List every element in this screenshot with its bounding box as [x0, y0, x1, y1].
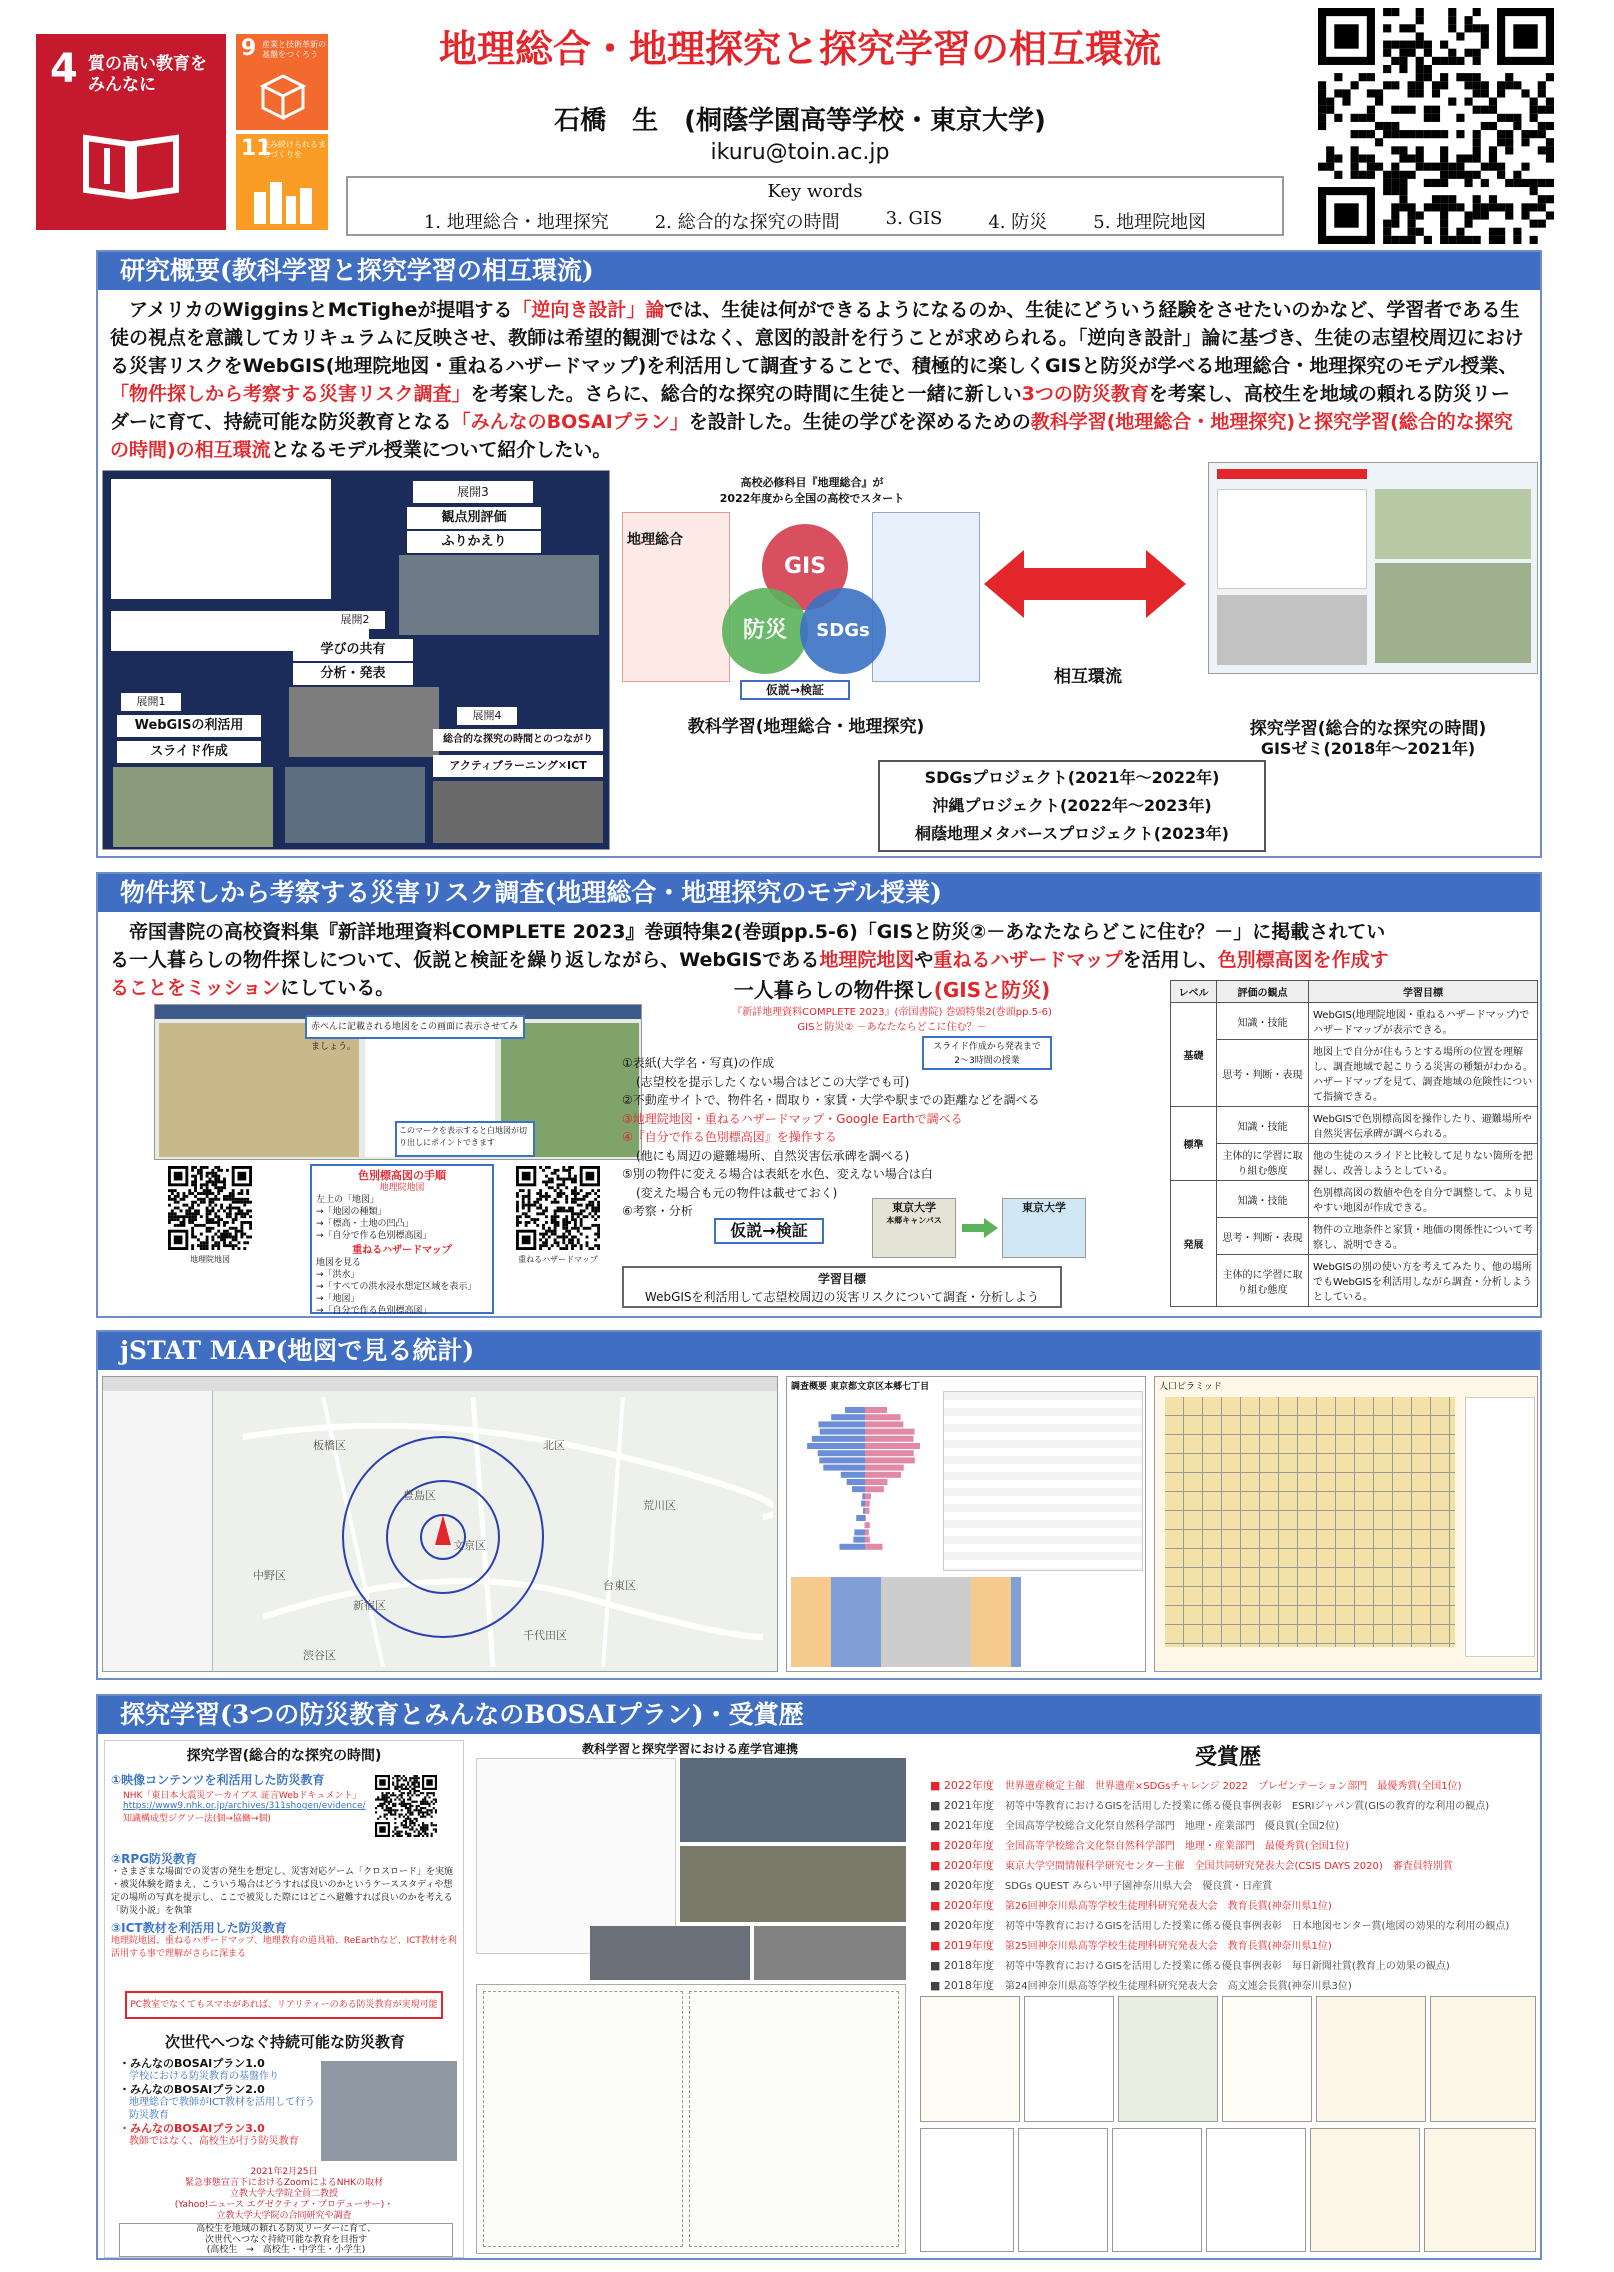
- sdg-goal-9-icon: 9 産業と技術革新の基盤をつくろう: [236, 34, 328, 130]
- learning-goal-box: 学習目標 WebGISを利活用して志望校周辺の災害リスクについて調査・分析しよう: [622, 1266, 1062, 1308]
- population-pyramid-chart: [791, 1407, 939, 1557]
- projects-box: SDGsプロジェクト(2021年〜2022年) 沖縄プロジェクト(2022年〜2023年) 桐蔭地理メタバースプロジェクト(2023年): [878, 760, 1266, 852]
- author: 石橋 生 (桐蔭学園高等学校・東京大学): [554, 106, 1046, 136]
- univ-slide-2: 東京大学: [1002, 1198, 1086, 1258]
- section-model-heading: 物件探しから考察する災害リスク調査(地理総合・地理探究のモデル授業): [98, 874, 1540, 912]
- label-inquiry-learning: 探究学習(総合的な探究の時間): [1249, 719, 1487, 739]
- city-icon: [250, 178, 316, 224]
- section-inquiry-awards: [96, 1694, 1542, 2260]
- award-item: ■ 2018年度 初等中等教育におけるGISを活用した授業に係る優良事例表彰 毎日新聞社賞(教育上の効果の観点): [930, 1959, 1450, 1972]
- awards-list: [930, 1776, 1536, 1996]
- label-gis-seminar: GISゼミ(2018年〜2021年): [1260, 739, 1476, 758]
- award-item: ■ 2019年度 第25回神奈川県高等学校生徒理科研究発表大会 教育長賞(神奈川県1位): [930, 1939, 1332, 1952]
- lesson-plan-panel: 展開3 観点別評価 ふりかえり 展開2 学びの共有 分析・発表 展開1 WebGISの利活用 スライド作成 展開4 総合的な探究の時間とのつながり アクティブラーニング✕ICT: [102, 470, 610, 850]
- univ-slide-1: 東京大学 本郷キャンパス: [872, 1198, 956, 1258]
- keyword-1: 1. 地理総合・地理探究: [423, 212, 609, 233]
- award-item: ■ 2020年度 全国高等学校総合文化祭自然科学部門 地理・産業部門 最優秀賞(全国1位): [930, 1839, 1350, 1852]
- photo-placeholder-2: [289, 687, 439, 757]
- award-item: ■ 2020年度 第26回神奈川県高等学校生徒理科研究発表大会 教育長賞(神奈川県1位): [930, 1899, 1332, 1912]
- qr-code-icon[interactable]: [1318, 8, 1554, 244]
- award-item: ■ 2020年度 初等中等教育におけるGISを活用した授業に係る優良事例表彰 日本地図センター賞(地図の効果的な利用の観点): [930, 1919, 1510, 1932]
- class-photo-3: [590, 1926, 750, 1980]
- class-photo-4: [754, 1926, 906, 1980]
- photo-placeholder: [399, 555, 599, 635]
- qr-code-icon[interactable]: [168, 1166, 252, 1250]
- map-canvas[interactable]: [223, 1397, 773, 1667]
- evaluation-table: レベル 評価の観点 学習目標 基礎 知識・技能 WebGIS(地理院地図・重ねるハザードマップ)でハザードマップが表示できる。 思考・判断・表現 地図上で自分が住もうとする場所の位置を理解し、調査地域で起こりうる災害の種類がわかる。ハザードマップを見て、調査地域の危険性について指摘できる。 標準 知識・技能 WebGISで色別標高図を操作したり、避難場所や自然災害伝承碑が調べられる。 主体的に学習に取り組む態度 他の生徒のスライドと比較して足りない箇所を把握し、改善しようとしている。 発展 知識・技能 色別標高図の数値や色を自分で調整して、より見やすい地図が作成できる。 思考・判断・表現 物件の立地条件と家賃・地価の関係性について考察し、説明できる。 主体的に学習に取り組む態度 WebGISの別の使い方を考えてみたり、他の場所でもWebGISを利活用しながら調査・分析しようとしている。: [1170, 980, 1538, 1307]
- population-table-image: 調査概要 東京都文京区本郷七丁目: [786, 1376, 1146, 1672]
- venn-diagram: 高校必修科目『地理総合』が 2022年度から全国の高校でスタート 地理総合 GIS 防災 SDGs 仮説→検証: [622, 474, 982, 700]
- section-overview-heading: 研究概要(教科学習と探究学習の相互環流): [98, 252, 1540, 290]
- sdg-goal-4-label: 質の高い教育を みんなに: [88, 54, 207, 96]
- model-lesson-text: 帝国書院の高校資料集『新詳地理資料COMPLETE 2023』巻頭特集2(巻頭pp.5-6)「GISと防災②－あなたならどこに住む？－」に掲載されている一人暮らしの物件探しについて、仮説と検証を繰り返しながら、WebGISである地理院地図や重ねるハザードマップを活用し、色別標高図を作成することをミッションにしている。: [110, 921, 1389, 999]
- cooperation-diagram: [476, 1758, 676, 1954]
- photo-placeholder-5: [285, 767, 425, 843]
- award-item: ■ 2020年度 SDGs QUEST みらい甲子園神奈川県大会 優良賞・日産賞: [930, 1879, 1273, 1892]
- award-item: ■ 2021年度 初等中等教育におけるGISを活用した授業に係る優良事例表彰 ESRIジャパン賞(GISの教育的な利用の観点): [930, 1799, 1490, 1812]
- section-jstat-heading: jSTAT MAP(地図で見る統計): [98, 1332, 1540, 1370]
- keyword-5: 5. 地理院地図: [1093, 212, 1207, 233]
- class-photo-1: [680, 1758, 906, 1842]
- venn-circle-gis: GIS: [762, 524, 848, 610]
- gis-seminar-poster-image: [1208, 462, 1538, 674]
- zoom-interview-photo: [321, 2061, 457, 2161]
- steps-box: 色別標高図の手順 地理院地図 左上の「地図」 →「地図の種類」 →「標高・土地の凹凸」 →「自分で作る色別標高図」 重ねるハザードマップ 地図を見る →「洪水」 →「すべての洪水浸水想定区域を表示」 →「地図」 →「自分で作る色別標高図」: [310, 1164, 494, 1314]
- poster-title: 地理総合・地理探究と探究学習の相互環流: [438, 27, 1161, 71]
- book-icon: [76, 130, 186, 200]
- keywords-box: [346, 176, 1284, 236]
- worksheet: 一人暮らしの物件探し(GISと防災) 『新詳地理資料COMPLETE 2023』(帝国書院) 巻頭特集2(巻頭pp.5-6) GISと防災② －あなたならどこに住む？－ スライド作成から発表まで 2〜3時間の授業 ①表紙(大学名・写真)の作成 (志望校を提示したくない場合はどこの大学でも可) ②不動産サイトで、物件名・間取り・家賃・大学や駅までの距離などを調べる ③地理院地図・重ねるハザードマップ・Google Earthで調べる ④『自分で作る色別標高図』を操作する (他にも周辺の避難場所、自然災害伝承碑を調べる) ⑤別の物件に変える場合は表紙を水色、変えない場合は白 (変えた場合も元の物件は載せておく) ⑥考察・分析 仮説→検証 東京大学 本郷キャンパス 東京大学 学習目標 WebGISを利活用して志望校周辺の災害リスクについて調査・分析しよう: [622, 974, 1162, 1310]
- double-arrow-icon: [984, 544, 1186, 624]
- section-jstat-map: [96, 1330, 1542, 1680]
- arrow-right-icon: [962, 1218, 998, 1238]
- section-overview: [96, 250, 1542, 858]
- worksheet-scans: [476, 1984, 906, 2254]
- lesson-plan-sheet: [111, 479, 331, 599]
- inquiry-left-panel: 探究学習(総合的な探究の時間) ①映像コンテンツを利活用した防災教育 NHK「東日本大震災アーカイブス 証言Webドキュメント」 https://www9.nhk.or.jp/archives/311shogen/evidence/ 知識構成型ジグソー法(個→協働→個) ②RPG防災教育 ・さまざまな場面での災害の発生を想定し、災害対応ゲーム「クロスロード」を実施 ・被災体験を踏まえ、こういう場合はどうすれば良いのかというケーススタディや想定の場所の写真を提示し、ここで被災した際にはどこへ避難すれば良いのかを考える「防災小説」を執筆 ③ICT教材を利活用した防災教育 地理院地図、重ねるハザードマップ、地理教育の道具箱、ReEarthなど、ICT教材を利活用する事で理解がさらに深まる PC教室でなくてもスマホがあれば、リアリティーのある防災教育が実現可能 次世代へつなぐ持続可能な防災教育 ・みんなのBOSAIプラン1.0 学校における防災教育の基盤作り ・みんなのBOSAIプラン2.0 地理総合で教師がICT教材を活用して行う防災教育 ・みんなのBOSAIプラン3.0 教師ではなく、高校生が行う防災教育 2021年2月25日 緊急事態宣言下におけるZoomによるNHKの取材 立教大学大学院全員二教授 (Yahoo!ニュース エグゼクティブ・プロデューサー)・ 立教大学大学院の合同研究や調査 高校生を地域の頼れる防災リーダーに育て、 次世代へつなぐ持続可能な教育を目指す (高校生 → 高校生・中学生・小学生): [104, 1740, 464, 2258]
- venn-circle-sdgs: SDGs: [800, 588, 886, 674]
- overview-text: アメリカのWigginsとMcTigheが提唱する「逆向き設計」論では、生徒は何ができるようになるのか、生徒にどういう経験をさせたいのかなど、学習者である生徒の視点を意識してカリキュラムに反映させ、教師は希望的観測ではなく、意図的設計を行うことが求められる。「逆向き設計」論に基づき、生徒の志望校周辺における災害リスクをWebGIS(地理院地図・重ねるハザードマップ)を利活用して調査することで、積極的に楽しくGISと防災が学べる地理総合・地理探究のモデル授業、「物件探しから考察する災害リスク調査」を考案した。さらに、総合的な探究の時間に生徒と一緒に新しい3つの防災教育を考案し、高校生を地域の頼れる防災リーダーに育て、持続可能な防災教育となる「みんなのBOSAIプラン」を設計した。生徒の学びを深めるための教科学習(地理総合・地理探究)と探究学習(総合的な探究の時間)の相互環流となるモデル授業について紹介したい。: [110, 299, 1524, 461]
- awards-title: 受賞歴: [1194, 1745, 1261, 1770]
- collaboration-panel: 教科学習と探究学習における産学官連携: [470, 1740, 910, 2258]
- sdg-goal-4-icon: 4 質の高い教育を みんなに: [36, 34, 226, 230]
- mesh-map-image: 人口ピラミッド: [1154, 1376, 1538, 1672]
- keyword-3: 3. GIS: [885, 208, 943, 229]
- gsi-map-screenshot: 赤ぺんに記載される地図をこの画面に表示させてみましょう。 このマークを表示すると白地図が切り出しにポイントできます: [154, 1004, 642, 1160]
- qr-code-icon[interactable]: [516, 1166, 600, 1250]
- keyword-4: 4. 防災: [988, 212, 1048, 233]
- awards-panel: [916, 1740, 1540, 2258]
- bosai-plans: ・みんなのBOSAIプラン1.0 学校における防災教育の基盤作り ・みんなのBOSAIプラン2.0 地理総合で教師がICT教材を活用して行う防災教育 ・みんなのBOSAIプラン3.0 教師ではなく、高校生が行う防災教育: [119, 2057, 316, 2147]
- sdg-goal-11-icon: 11 住み続けられるまちづくりを: [236, 134, 328, 230]
- award-item: ■ 2022年度 世界遺産検定主催 世界遺産×SDGsチャレンジ 2022 プレゼンテーション部門 最優秀賞(全国1位): [930, 1779, 1462, 1792]
- class-photo-2: [680, 1846, 906, 1922]
- worksheet-steps: ①表紙(大学名・写真)の作成 (志望校を提示したくない場合はどこの大学でも可) ②不動産サイトで、物件名・間取り・家賃・大学や駅までの距離などを調べる ③地理院地図・重ねるハザードマップ・Google Earthで調べる ④『自分で作る色別標高図』を操作する (他にも周辺の避難場所、自然災害伝承碑を調べる) ⑤別の物件に変える場合は表紙を水色、変えない場合は白 (変えた場合も元の物件は載せておく) ⑥考察・分析: [622, 1056, 1040, 1218]
- award-item: ■ 2021年度 全国高等学校総合文化祭自然科学部門 地理・産業部門 優良賞(全国2位): [930, 1819, 1340, 1832]
- jstat-map-screenshot: 板橋区 北区 荒川区 豊島区 文京区 台東区 新宿区 中野区 千代田区 渋谷区: [102, 1376, 778, 1672]
- qr-code-icon[interactable]: [375, 1775, 437, 1837]
- email[interactable]: ikuru@toin.ac.jp: [710, 140, 890, 165]
- label-subject-learning: 教科学習(地理総合・地理探究): [687, 717, 925, 737]
- section-inquiry-heading: 探究学習(3つの防災教育とみんなのBOSAIプラン)・受賞歴: [98, 1696, 1540, 1734]
- award-item: ■ 2018年度 第24回神奈川県高等学校生徒理科研究発表大会 高文連会長賞(神奈川県3位): [930, 1979, 1352, 1992]
- section-model-lesson: 物件探しから考察する災害リスク調査(地理総合・地理探究のモデル授業) 帝国書院の高校資料集『新詳地理資料COMPLETE 2023』巻頭特集2(巻頭pp.5-6)「GISと防災②－あなたならどこに住む？－」に掲載されている一人暮らしの物件探しについて、仮説と検証を繰り返しながら、WebGISである地理院地図や重ねるハザードマップを活用し、色別標高図を作成することをミッションにしている。 赤ぺんに記載される地図をこの画面に表示させてみましょう。 このマークを表示すると白地図が切り出しにポイントできます 地理院地図 色別標高図の手順 地理院地図 左上の「地図」 →「地図の種類」 →「標高・土地の凹凸」 →「自分で作る色別標高図」 重ねるハザードマップ 地図を見る →「洪水」 →「すべての洪水浸水想定区域を表示」 →「地図」 →「自分で作る色別標高図」 重ねるハザードマップ 一人暮らしの物件探し(GISと防災) 『新詳地理資料COMPLETE 2023』(帝国書院) 巻頭特集2(巻頭pp.5-6) GISと防災② －あなたならどこに住む？－ スライド作成から発表まで 2〜3時間の授業 ①表紙(大学名・写真)の作成 (志望校を提示したくない場合はどこの大学でも可) ②不動産サイトで、物件名・間取り・家賃・大学や駅までの距離などを調べる ③地理院地図・重ねるハザードマップ・Google Earthで調べる ④『自分で作る色別標高図』を操作する (他にも周辺の避難場所、自然災害伝承碑を調べる) ⑤別の物件に変える場合は表紙を水色、変えない場合は白 (変えた場合も元の物件は載せておく) ⑥考察・分析 仮説→検証 東京大学 本郷キャンパス 東京大学 学習目標 WebGISを利活用して志望校周辺の災害リスクについて調査・分析しよう レベル 評価の観点 学習目標 基礎 知識・技能 WebGIS(地理院地図・重ねるハザードマップ)でハザードマップが表示できる。 思考・判断・表現 地図上で自分が住もうとする場所の位置を理解し、調査地域で起こりうる災害の種類がわかる。ハザードマップを見て、調査地域の危険性について指摘できる。 標準 知識・技能 WebGISで色別標高図を操作したり、避難場所や自然災害伝承碑が調べられる。 主体的に学習に取り組む態度 他の生徒のスライドと比較して足りない箇所を把握し、改善しようとしている。 発展 知識・技能 色別標高図の数値や色を自分で調整して、より見やすい地図が作成できる。 思考・判断・表現 物件の立地条件と家賃・地価の関係性について考察し、説明できる。 主体的に学習に取り組む態度 WebGISの別の使い方を考えてみたり、他の場所でもWebGISを利活用しながら調査・分析しようとしている。: [96, 872, 1542, 1318]
- keywords-title: Key words: [767, 181, 863, 202]
- award-item: ■ 2020年度 東京大学空間情報科学研究センター主催 全国共同研究発表大会(CSIS DAYS 2020) 審査員特別賞: [930, 1859, 1453, 1872]
- keyword-2: 2. 総合的な探究の時間: [654, 212, 840, 233]
- photo-placeholder-3: [113, 767, 273, 847]
- nhk-link[interactable]: https://www9.nhk.or.jp/archives/311shogen/evidence/: [123, 1801, 366, 1811]
- photo-placeholder-4: [433, 781, 603, 843]
- mutual-label: 相互環流: [1054, 667, 1122, 687]
- certificates-gallery: [920, 1996, 1536, 2254]
- venn-circle-bousai: 防災: [722, 588, 808, 674]
